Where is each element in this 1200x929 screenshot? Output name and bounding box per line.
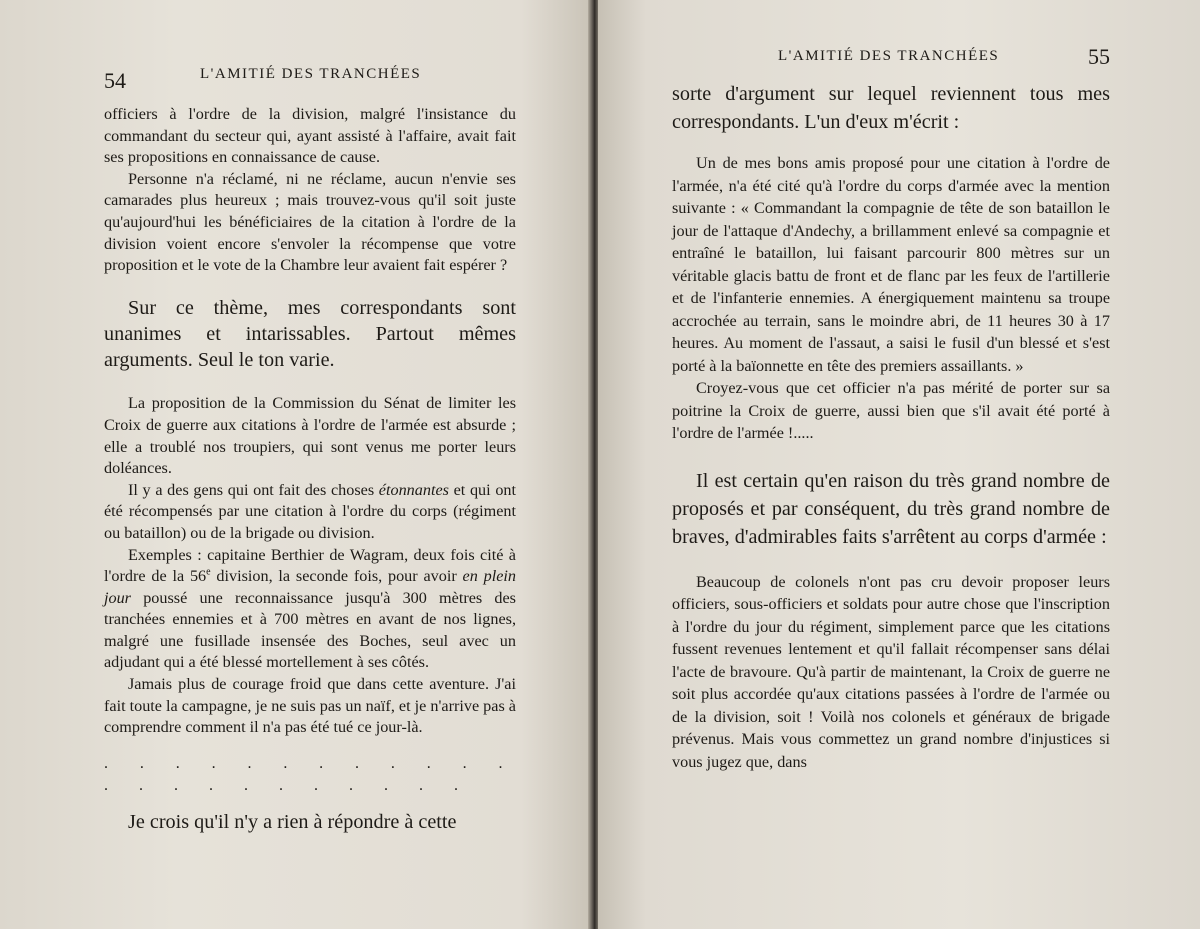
left-page <box>0 0 592 929</box>
right-page <box>598 0 1200 929</box>
right-text-column <box>672 80 1110 773</box>
left-paragraph-8: Je crois qu'il n'y a rien à répondre à cette <box>128 810 457 833</box>
right-paragraph-5: Beaucoup de colonels n'ont pas cru devoir proposer leurs officiers, sous-officiers et soldats pour autre chose que l'inscription à l'ordre du jour du régiment, simplement parce que les citations fussent revenues lentement et qu'il fallait récompenser sans délai l'acte de bravoure. Qu'à partir de maintenant, la Croix de guerre ne soit plus accordée qu'aux citations passées à l'ordre de l'armée ou de la division, soit ! Voilà nos colonels et généraux de brigade prévenus. Mais vous commettez un grand nombre d'injustices si vous jugez que, dans <box>672 572 1110 771</box>
left-paragraph-2: Personne n'a réclamé, ni ne réclame, aucun n'envie ses camarades plus heureux ; mais trouvez-vous qu'il soit juste qu'aujourd'hui les bénéficiaires de la citation à l'ordre de la division voient encore s'envoler la récompense que votre proposition et le vote de la Chambre leur avaient fait espérer ? <box>104 169 516 275</box>
right-paragraph-1: sorte d'argument sur lequel reviennent tous mes correspondants. L'un d'eux m'écrit : <box>672 83 1110 133</box>
right-paragraph-3: Croyez-vous que cet officier n'a pas mérité de porter sur sa poitrine la Croix de guerre, aussi bien que s'il avait été porté à l'ordre de l'armée !..... <box>672 379 1110 442</box>
ellipsis-dots: . . . . . . . . . . . . . . . . . . . . . . . <box>104 754 516 794</box>
right-paragraph-2: Un de mes bons amis proposé pour une citation à l'ordre de l'armée, n'a été cité qu'à l'ordre du corps d'armée avec la mention suivante : « Commandant la compagnie de tête de son bataillon le jour de l'attaque d'Andechy, a brillamment enlevé sa compagnie et entraîné le bataillon, lui faisant parcourir 800 mètres sur un véritable glacis battu de front et de flanc par les feux de l'artillerie et de l'infanterie ennemies. A énergiquement maintenu sa troupe accrochée au terrain, sans le moindre abri, de 11 heures 30 à 17 heures. Au moment de l'assaut, a saisi le fusil d'un blessé et s'est porté à la baïonnette en tête des premiers assaillants. » <box>672 154 1110 375</box>
left-paragraph-5: Il y a des gens qui ont fait des choses étonnantes et qui ont été récompensés par une citation à l'ordre du corps (régiment ou bataillon) ou de la brigade ou division. <box>104 480 516 542</box>
left-text-column <box>104 104 516 835</box>
left-paragraph-7: Jamais plus de courage froid que dans cette aventure. J'ai fait toute la campagne, je ne suis pas un naïf, et je n'arrive pas à comprendre comment il n'a pas été tué ce jour-là. <box>104 675 516 737</box>
left-paragraph-1: officiers à l'ordre de la division, malgré l'insistance du commandant du secteur qui, ayant assisté à l'affaire, avait fait ses propositions en connaissance de cause. <box>104 105 516 167</box>
left-paragraph-6: Exemples : capitaine Berthier de Wagram, deux fois cité à l'ordre de la 56e division, la seconde fois, pour avoir en plein jour poussé une reconnaissance jusqu'à 300 mètres des tranchées ennemies et à 700 mètres en avant de nos lignes, malgré une fusillade insensée des Boches, seul avec un adjudant qui a été blessé mortellement à ses côtés. <box>104 545 516 672</box>
right-running-title: L'AMITIÉ DES TRANCHÉES <box>778 48 1000 64</box>
left-paragraph-3: Sur ce thème, mes correspondants sont unanimes et intarissables. Partout mêmes arguments. Seul le ton varie. <box>104 296 516 372</box>
left-page-number: 54 <box>104 68 126 93</box>
right-page-number: 55 <box>1088 44 1110 69</box>
left-paragraph-4: La proposition de la Commission du Sénat de limiter les Croix de guerre aux citations à l'ordre de l'armée est absurde ; elle a troublé nos troupiers, qui sont venus me porter leurs doléances. <box>104 394 516 478</box>
right-paragraph-4: Il est certain qu'en raison du très grand nombre de proposés et par conséquent, du très grand nombre de braves, d'admirables faits s'arrêtent au corps d'armée : <box>672 469 1110 548</box>
left-running-title: L'AMITIÉ DES TRANCHÉES <box>200 66 422 82</box>
